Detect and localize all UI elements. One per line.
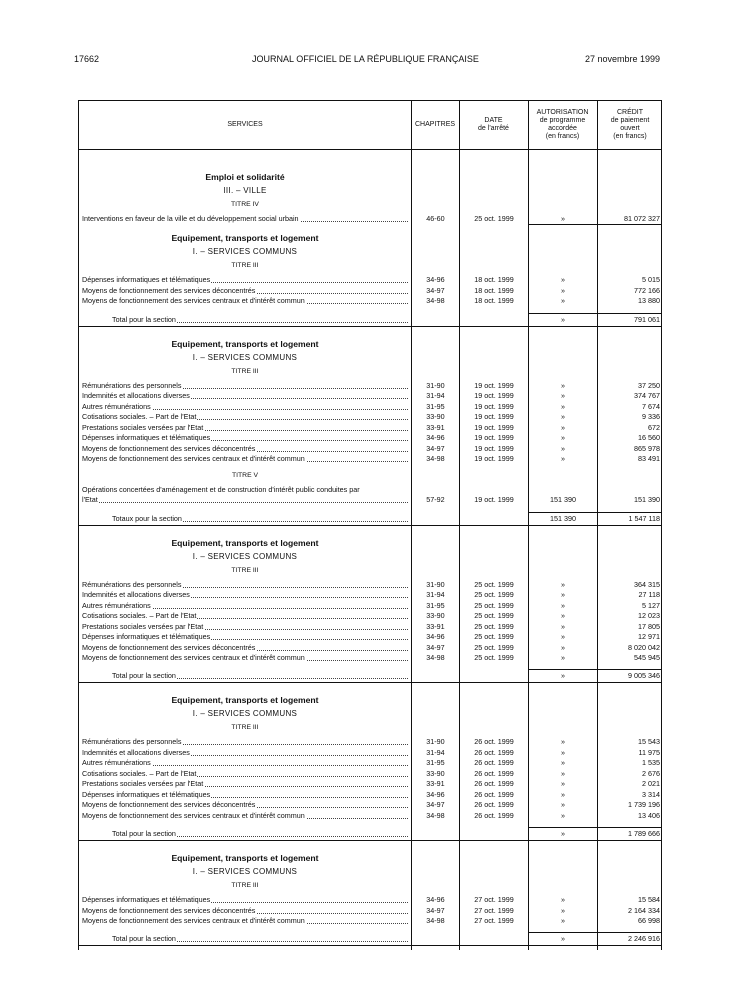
table-row [79,454,663,464]
row-label-text: Total pour la section [112,829,176,839]
row-label [112,934,408,944]
credit-cell: 12 971 [638,632,660,642]
row-label [82,275,408,285]
row-label-text: Cotisations sociales. – Part de l'Etat [82,611,197,621]
date-cell: 25 oct. 1999 [474,590,514,600]
credit-cell: 1 739 196 [628,800,660,810]
chapitre-cell: 31-95 [426,600,445,610]
chapitre-cell: 46-60 [426,214,445,223]
autorisation-cell: » [561,737,565,747]
chapitre-cell: 34-98 [426,810,445,820]
autorisation-cell: » [561,653,565,662]
section-divider [79,945,661,946]
page-number: 17662 [74,54,100,64]
row-label-text: Moyens de fonctionnement des services déconcentrés [82,285,256,295]
credit-cell: 81 072 327 [624,214,660,223]
autorisation-cell: » [561,443,565,453]
row-label [82,214,408,224]
table-row [79,495,663,505]
header-services: SERVICES [227,120,263,128]
ministry-heading: Equipement, transports et logement [171,233,319,244]
credit-cell: 12 023 [638,611,660,621]
chapitre-cell: 31-94 [426,747,445,757]
table-row [79,611,663,621]
row-label-text: Indemnités et allocations diverses [82,590,190,600]
ministry-heading: Equipement, transports et logement [171,853,319,864]
row-label [82,454,408,464]
chapitre-cell: 34-96 [426,275,445,285]
header-autorisation: AUTORISATION de programme accordée (en francs) [536,108,589,141]
credit-cell: 3 314 [642,789,660,799]
autorisation-cell: » [561,380,565,390]
table-row [79,811,663,821]
amount-rule [529,224,662,225]
date-cell: 26 oct. 1999 [474,737,514,747]
row-label-text: Rémunérations des personnels [82,380,182,390]
total-credit: 2 246 916 [628,934,660,944]
autorisation-cell: » [561,905,565,915]
chapitre-cell: 31-95 [426,401,445,411]
autorisation-cell: » [561,391,565,401]
date-cell: 19 oct. 1999 [474,391,514,401]
credit-cell: 9 336 [642,412,660,422]
chapitre-cell: 34-97 [426,642,445,652]
row-label-text: Dépenses informatiques et télématiques [82,895,211,905]
service-heading: III. – VILLE [223,186,267,195]
table-row [79,214,663,224]
row-label-text: Dépenses informatiques et télématiques [82,433,211,443]
row-label [82,906,408,916]
chapitre-cell: 34-97 [426,443,445,453]
total-row [79,671,663,681]
chapitre-cell: 33-91 [426,422,445,432]
row-label-text: Moyens de fonctionnement des services centraux et d'intérêt commun [82,915,305,925]
row-label-text: Moyens de fonctionnement des services déconcentrés [82,443,256,453]
credit-cell: 5 015 [642,275,660,285]
row-label [82,381,408,391]
chapitre-cell: 34-98 [426,653,445,662]
date-cell: 25 oct. 1999 [474,214,514,223]
table-row [79,632,663,642]
autorisation-cell: » [561,810,565,820]
row-label-text: Autres rémunérations [82,758,151,768]
leader-dots [82,502,408,503]
header-date: DATE de l'arrêté [478,116,509,132]
table-row [79,622,663,632]
row-label [82,391,408,401]
autorisation-cell: » [561,296,565,306]
row-label-text: Moyens de fonctionnement des services centraux et d'intérêt commun [82,653,305,662]
date-cell: 27 oct. 1999 [474,905,514,915]
date-cell: 18 oct. 1999 [474,296,514,306]
date-cell: 25 oct. 1999 [474,621,514,631]
header-chapitres: CHAPITRES [414,120,456,128]
table-row [79,296,663,306]
credit-cell: 2 676 [642,768,660,778]
row-label-text: Moyens de fonctionnement des services centraux et d'intérêt commun [82,296,305,306]
credit-cell: 865 978 [634,443,660,453]
total-rule [529,827,597,828]
total-rule [529,669,597,670]
total-row [79,829,663,839]
titre-heading: TITRE V [231,472,259,480]
table-row [79,758,663,768]
row-label [82,433,408,443]
row-label [82,402,408,412]
autorisation-cell: » [561,789,565,799]
header-credit: CRÉDIT de paiement ouvert (en francs) [610,108,650,141]
service-heading: I. – SERVICES COMMUNS [192,247,298,257]
row-label [82,590,408,600]
chapitre-cell: 33-90 [426,611,445,621]
chapitre-cell: 33-91 [426,621,445,631]
date-cell: 25 oct. 1999 [474,611,514,621]
row-label-text: Indemnités et allocations diverses [82,391,190,401]
row-label [82,580,408,590]
credit-cell: 13 406 [638,810,660,820]
table-row [79,601,663,611]
autorisation-cell: » [561,579,565,589]
chapitre-cell: 34-97 [426,800,445,810]
date-cell: 26 oct. 1999 [474,789,514,799]
total-autorisation: » [561,934,565,944]
date-cell: 19 oct. 1999 [474,443,514,453]
row-label [112,829,408,839]
chapitre-cell: 33-90 [426,412,445,422]
autorisation-cell: » [561,779,565,789]
total-row [79,934,663,944]
chapitre-cell: 31-90 [426,579,445,589]
row-label [82,611,408,621]
autorisation-cell: » [561,275,565,285]
chapitre-cell: 31-94 [426,590,445,600]
credit-cell: 17 805 [638,621,660,631]
publication-date: 27 novembre 1999 [584,54,660,64]
row-label [82,653,408,663]
titre-heading: TITRE III [231,367,259,375]
service-heading: I. – SERVICES COMMUNS [192,867,298,877]
service-heading: I. – SERVICES COMMUNS [192,551,298,561]
date-cell: 25 oct. 1999 [474,579,514,589]
row-label-text: Total pour la section [112,314,176,324]
autorisation-cell: » [561,422,565,432]
table-row [79,423,663,433]
row-label-text: Rémunérations des personnels [82,737,182,747]
total-autorisation: 151 390 [550,513,576,523]
credit-cell: 1 535 [642,758,660,768]
table-row [79,590,663,600]
chapitre-cell: 34-96 [426,789,445,799]
date-cell: 25 oct. 1999 [474,653,514,662]
autorisation-cell: » [561,895,565,905]
date-cell: 25 oct. 1999 [474,642,514,652]
row-label-text: Moyens de fonctionnement des services déconcentrés [82,800,256,810]
table-row [79,275,663,285]
table-row [79,790,663,800]
row-label-text: Interventions en faveur de la ville et du développement social urbain [82,214,299,223]
table-row [79,286,663,296]
table-row [79,391,663,401]
credit-cell: 83 491 [638,453,660,463]
credit-cell: 2 021 [642,779,660,789]
date-cell: 26 oct. 1999 [474,779,514,789]
table-row [79,433,663,443]
table-row-continued [79,485,663,495]
credit-cell: 27 118 [638,590,660,600]
chapitre-cell: 34-96 [426,632,445,642]
chapitre-cell: 31-90 [426,737,445,747]
total-rule [529,512,597,513]
total-credit: 791 061 [634,314,660,324]
row-label-text: Moyens de fonctionnement des services déconcentrés [82,905,256,915]
credit-cell: 2 164 334 [628,905,660,915]
date-cell: 18 oct. 1999 [474,285,514,295]
chapitre-cell: 34-98 [426,296,445,306]
row-label [82,296,408,306]
chapitre-cell: 34-96 [426,433,445,443]
credit-cell: 545 945 [634,653,660,662]
chapitre-cell: 34-98 [426,915,445,925]
titre-heading: TITRE III [231,262,259,270]
total-credit: 9 005 346 [628,671,660,681]
table-row [79,412,663,422]
credit-cell: 13 880 [638,296,660,306]
total-credit: 1 789 666 [628,829,660,839]
row-label [82,895,408,905]
row-label-text: Dépenses informatiques et télématiques [82,632,211,642]
total-rule [529,932,597,933]
section-divider [79,840,661,841]
autorisation-cell: » [561,433,565,443]
titre-heading: TITRE III [231,724,259,732]
row-label [82,286,408,296]
credit-cell: 364 315 [634,579,660,589]
date-cell: 19 oct. 1999 [474,422,514,432]
row-label-text: Prestations sociales versées par l'Etat [82,422,204,432]
table-row [79,643,663,653]
autorisation-cell: 151 390 [550,495,576,505]
row-label-text: Indemnités et allocations diverses [82,747,190,757]
row-label-text: Moyens de fonctionnement des services déconcentrés [82,642,256,652]
date-cell: 26 oct. 1999 [474,758,514,768]
total-rule [529,313,597,314]
credit-cell: 772 166 [634,285,660,295]
row-label [82,790,408,800]
row-label [82,811,408,821]
credit-cell: 7 674 [642,401,660,411]
row-label [82,779,408,789]
autorisation-cell: » [561,800,565,810]
date-cell: 25 oct. 1999 [474,600,514,610]
section-divider [79,326,661,327]
table-row [79,737,663,747]
total-rule [598,512,662,513]
autorisation-cell: » [561,611,565,621]
table-row [79,580,663,590]
autorisation-cell: » [561,758,565,768]
credit-cell: 672 [648,422,660,432]
row-label-text: Totaux pour la section [112,513,182,523]
row-label [82,769,408,779]
chapitre-cell: 57-92 [426,495,445,505]
credit-cell: 66 998 [638,915,660,925]
row-label [82,800,408,810]
chapitre-cell: 34-97 [426,285,445,295]
chapitre-cell: 34-96 [426,895,445,905]
row-label-text: Cotisations sociales. – Part de l'Etat [82,412,197,422]
date-cell: 19 oct. 1999 [474,433,514,443]
autorisation-cell: » [561,747,565,757]
total-rule [598,669,662,670]
autorisation-cell: » [561,632,565,642]
credits-table [78,100,662,950]
row-label [82,632,408,642]
row-label-line1: Opérations concertées d'aménagement et de construction d'intérêt public conduites par [82,485,360,495]
row-label [82,737,408,747]
autorisation-cell: » [561,214,565,223]
credit-cell: 5 127 [642,600,660,610]
table-row [79,769,663,779]
row-label-text: Autres rémunérations [82,600,151,610]
ministry-heading: Equipement, transports et logement [171,537,319,548]
row-label-text: Moyens de fonctionnement des services centraux et d'intérêt commun [82,453,305,463]
date-cell: 27 oct. 1999 [474,915,514,925]
date-cell: 26 oct. 1999 [474,747,514,757]
autorisation-cell: » [561,600,565,610]
chapitre-cell: 33-90 [426,768,445,778]
row-label [82,444,408,454]
table-row [79,895,663,905]
date-cell: 19 oct. 1999 [474,453,514,463]
credit-cell: 16 560 [638,433,660,443]
table-row [79,402,663,412]
table-row [79,779,663,789]
titre-heading: TITRE III [231,882,259,890]
autorisation-cell: » [561,621,565,631]
table-row [79,748,663,758]
ministry-heading: Emploi et solidarité [205,172,285,182]
date-cell: 26 oct. 1999 [474,810,514,820]
total-rule [598,932,662,933]
table-row [79,444,663,454]
chapitre-cell: 33-91 [426,779,445,789]
journal-title: JOURNAL OFFICIEL DE LA RÉPUBLIQUE FRANÇAISE [252,54,479,64]
row-label-text: Total pour la section [112,934,176,944]
section-divider [79,525,661,526]
titre-heading: TITRE IV [231,201,259,208]
service-heading: I. – SERVICES COMMUNS [192,709,298,719]
chapitre-cell: 34-97 [426,905,445,915]
date-cell: 26 oct. 1999 [474,800,514,810]
table-row [79,653,663,663]
table-row [79,381,663,391]
row-label [82,412,408,422]
row-label [82,423,408,433]
ministry-heading: Equipement, transports et logement [171,695,319,706]
row-label [82,601,408,611]
table-row [79,916,663,926]
date-cell: 27 oct. 1999 [474,895,514,905]
table-row [79,906,663,916]
row-label-text: Rémunérations des personnels [82,579,182,589]
row-label-text: Prestations sociales versées par l'Etat [82,621,204,631]
credit-cell: 374 767 [634,391,660,401]
chapitre-cell: 34-98 [426,453,445,463]
autorisation-cell: » [561,642,565,652]
row-label-text: Total pour la section [112,671,176,681]
total-autorisation: » [561,829,565,839]
row-label [82,758,408,768]
row-label [82,748,408,758]
table-row [79,800,663,810]
row-label-text: Dépenses informatiques et télématiques [82,789,211,799]
date-cell: 26 oct. 1999 [474,768,514,778]
row-label [82,495,408,505]
chapitre-cell: 31-90 [426,380,445,390]
row-label [82,916,408,926]
autorisation-cell: » [561,412,565,422]
row-label [82,622,408,632]
total-rule [598,827,662,828]
row-label-text: Cotisations sociales. – Part de l'Etat [82,768,197,778]
credit-cell: 8 020 042 [628,642,660,652]
autorisation-cell: » [561,285,565,295]
credit-cell: 151 390 [634,495,660,505]
row-label-text: Autres rémunérations [82,401,151,411]
autorisation-cell: » [561,768,565,778]
total-autorisation: » [561,314,565,324]
service-heading: I. – SERVICES COMMUNS [192,352,298,362]
date-cell: 18 oct. 1999 [474,275,514,285]
row-label [112,315,408,325]
total-autorisation: » [561,671,565,681]
chapitre-cell: 31-95 [426,758,445,768]
date-cell: 19 oct. 1999 [474,495,514,505]
date-cell: 19 oct. 1999 [474,412,514,422]
date-cell: 25 oct. 1999 [474,632,514,642]
date-cell: 19 oct. 1999 [474,401,514,411]
row-label [112,671,408,681]
row-label-text: Dépenses informatiques et télématiques [82,275,211,285]
autorisation-cell: » [561,915,565,925]
row-label [82,643,408,653]
credit-cell: 11 975 [638,747,660,757]
row-label-text: l'Etat [82,495,98,505]
total-row [79,514,663,524]
autorisation-cell: » [561,401,565,411]
autorisation-cell: » [561,453,565,463]
date-cell: 19 oct. 1999 [474,380,514,390]
row-label-text: Prestations sociales versées par l'Etat [82,779,204,789]
header-divider [79,149,661,150]
total-row [79,315,663,325]
ministry-heading: Equipement, transports et logement [171,338,319,349]
section-divider [79,682,661,683]
chapitre-cell: 31-94 [426,391,445,401]
total-rule [598,313,662,314]
row-label [112,514,408,524]
titre-heading: TITRE III [231,566,259,574]
credit-cell: 15 584 [638,895,660,905]
credit-cell: 37 250 [638,380,660,390]
row-label-text: Moyens de fonctionnement des services centraux et d'intérêt commun [82,810,305,820]
total-credit: 1 547 118 [628,513,660,523]
credit-cell: 15 543 [638,737,660,747]
autorisation-cell: » [561,590,565,600]
